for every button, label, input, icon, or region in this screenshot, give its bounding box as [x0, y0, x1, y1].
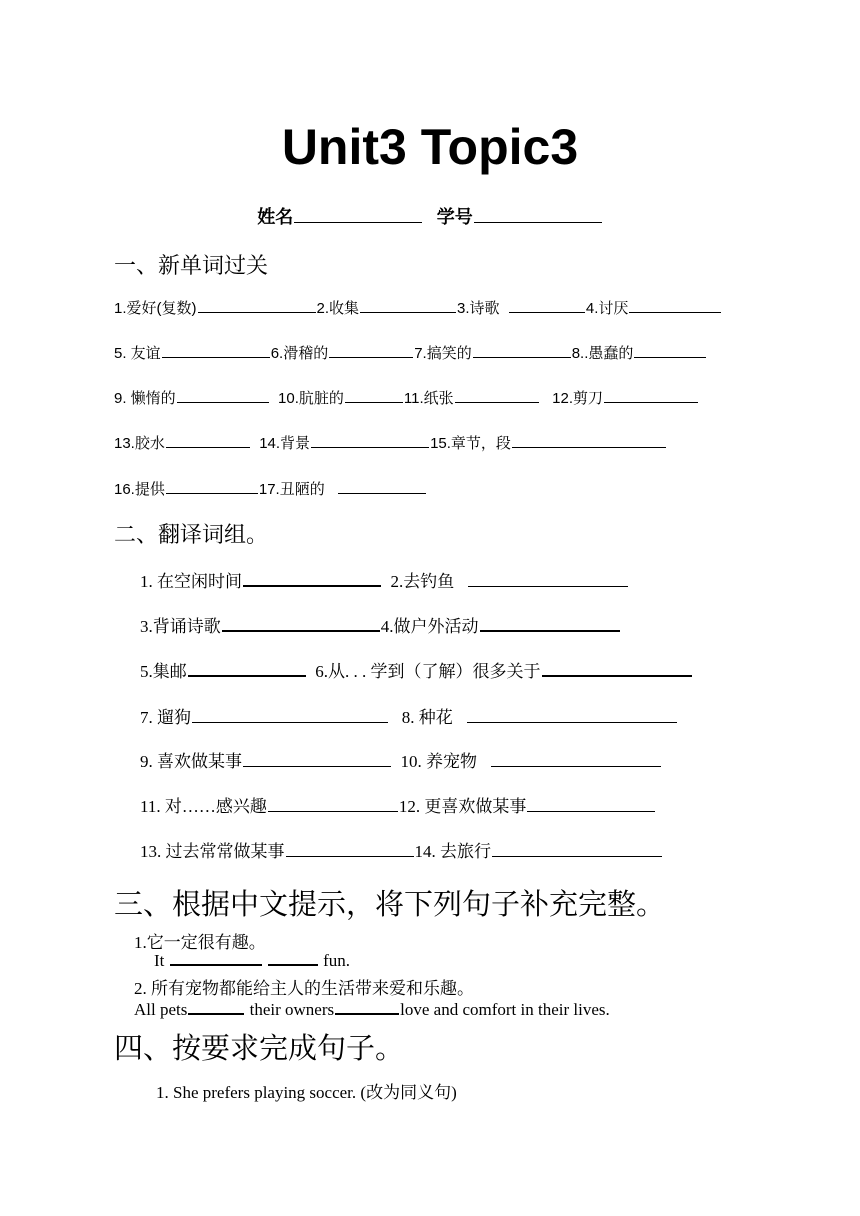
answer-blank[interactable] — [192, 721, 388, 723]
phrase-item: 11. 对……感兴趣 — [140, 797, 267, 816]
s3-q2-english — [134, 1000, 610, 1020]
phrase-item: 6.从. . . 学到（了解）很多关于 — [315, 662, 541, 681]
answer-blank[interactable] — [188, 674, 306, 677]
vocab-item: 3.诗歌 — [457, 300, 500, 317]
phrase-item: 13. 过去常常做某事 — [140, 842, 285, 861]
vocab-item: 10.肮脏的 — [278, 390, 344, 407]
answer-blank[interactable] — [473, 356, 571, 358]
phrase-row-6 — [140, 792, 656, 817]
phrase-item: 12. 更喜欢做某事 — [398, 797, 527, 816]
s3-q1-start: It — [154, 951, 165, 970]
answer-blank[interactable] — [166, 492, 258, 494]
vocab-item: 7.搞笑的 — [414, 345, 472, 362]
answer-blank[interactable] — [338, 492, 426, 494]
answer-blank[interactable] — [268, 810, 398, 812]
answer-blank[interactable] — [634, 356, 706, 358]
answer-blank[interactable] — [527, 810, 655, 812]
answer-blank[interactable] — [455, 401, 539, 403]
answer-blank[interactable] — [345, 401, 403, 403]
vocab-item: 2.收集 — [316, 300, 360, 317]
id-blank[interactable] — [474, 221, 602, 223]
answer-blank[interactable] — [604, 401, 698, 403]
vocab-item: 13.胶水 — [114, 435, 165, 452]
answer-blank[interactable] — [467, 721, 677, 723]
section-3-heading: 三、根据中文提示，将下列句子补充完整。 — [114, 889, 666, 921]
answer-blank[interactable] — [512, 446, 666, 448]
answer-blank[interactable] — [198, 311, 316, 313]
vocab-item: 17.丑陋的 — [258, 481, 325, 498]
answer-blank[interactable] — [286, 855, 414, 857]
vocab-row-1 — [114, 297, 722, 318]
section-4-heading: 四、按要求完成句子。 — [114, 1033, 405, 1065]
phrase-item: 8. 种花 — [401, 708, 453, 727]
vocab-item: 14.背景 — [259, 435, 311, 452]
answer-blank[interactable] — [509, 311, 585, 313]
s3-q1-chinese: 1.它一定很有趣。 — [134, 933, 266, 952]
phrase-row-4 — [140, 703, 678, 728]
answer-blank[interactable] — [329, 356, 413, 358]
vocab-row-3 — [114, 387, 699, 408]
phrase-item: 9. 喜欢做某事 — [140, 752, 242, 771]
s3-q2-b: their owners — [249, 1000, 335, 1019]
vocab-item: 12.剪刀 — [552, 390, 604, 407]
answer-blank[interactable] — [480, 629, 620, 632]
vocab-item: 16.提供 — [114, 481, 165, 498]
answer-blank[interactable] — [492, 855, 662, 857]
phrase-item: 10. 养宠物 — [400, 752, 477, 771]
section-2-heading: 二、翻译词组。 — [114, 522, 269, 547]
answer-blank[interactable] — [542, 674, 692, 677]
s3-q1-english — [154, 951, 350, 971]
name-id-line — [0, 203, 860, 229]
answer-blank[interactable] — [222, 629, 380, 632]
name-label: 姓名 — [257, 207, 294, 227]
phrase-row-7 — [140, 837, 663, 862]
answer-blank[interactable] — [188, 1012, 244, 1015]
vocab-item: 15.章节，段 — [430, 435, 511, 452]
phrase-item: 7. 遛狗 — [140, 708, 191, 727]
vocab-item: 4.讨厌 — [585, 300, 629, 317]
phrase-item: 1. 在空闲时间 — [140, 572, 242, 591]
answer-blank[interactable] — [243, 765, 391, 767]
answer-blank[interactable] — [268, 963, 318, 966]
answer-blank[interactable] — [335, 1012, 399, 1015]
phrase-item: 2.去钓鱼 — [390, 572, 455, 591]
answer-blank[interactable] — [491, 765, 661, 767]
vocab-row-5 — [114, 478, 427, 499]
phrase-item: 3.背诵诗歌 — [140, 617, 221, 636]
phrase-row-1 — [140, 567, 629, 592]
name-blank[interactable] — [294, 221, 422, 223]
phrase-row-2 — [140, 612, 621, 637]
phrase-row-3 — [140, 657, 693, 682]
section-1-heading: 一、新单词过关 — [114, 253, 269, 278]
vocab-item: 11.纸张 — [403, 390, 454, 407]
answer-blank[interactable] — [311, 446, 429, 448]
answer-blank[interactable] — [468, 585, 628, 587]
answer-blank[interactable] — [162, 356, 270, 358]
s3-q1-end: fun. — [323, 951, 351, 970]
answer-blank[interactable] — [166, 446, 250, 448]
answer-blank[interactable] — [170, 963, 262, 966]
answer-blank[interactable] — [177, 401, 269, 403]
phrase-item: 14. 去旅行 — [414, 842, 491, 861]
phrase-item: 4.做户外活动 — [380, 617, 479, 636]
vocab-item: 6.滑稽的 — [270, 345, 329, 362]
vocab-item: 8..愚蠢的 — [571, 345, 634, 362]
phrase-row-5 — [140, 747, 662, 772]
vocab-item: 1.爱好(复数) — [114, 300, 197, 317]
id-label: 学号 — [436, 207, 473, 227]
answer-blank[interactable] — [243, 584, 381, 587]
answer-blank[interactable] — [629, 311, 721, 313]
vocab-row-4 — [114, 432, 667, 453]
page-title: Unit3 Topic3 — [281, 119, 579, 175]
s3-q2-c: love and comfort in their lives. — [400, 1000, 610, 1019]
s4-q1: 1. She prefers playing soccer. (改为同义句) — [156, 1083, 457, 1102]
answer-blank[interactable] — [360, 311, 456, 313]
s3-q2-chinese: 2. 所有宠物都能给主人的生活带来爱和乐趣。 — [134, 979, 474, 998]
vocab-item: 5. 友谊 — [114, 345, 161, 362]
vocab-row-2 — [114, 342, 707, 363]
s3-q2-a: All pets — [134, 1000, 188, 1019]
vocab-item: 9. 懒惰的 — [114, 390, 176, 407]
phrase-item: 5.集邮 — [140, 662, 187, 681]
